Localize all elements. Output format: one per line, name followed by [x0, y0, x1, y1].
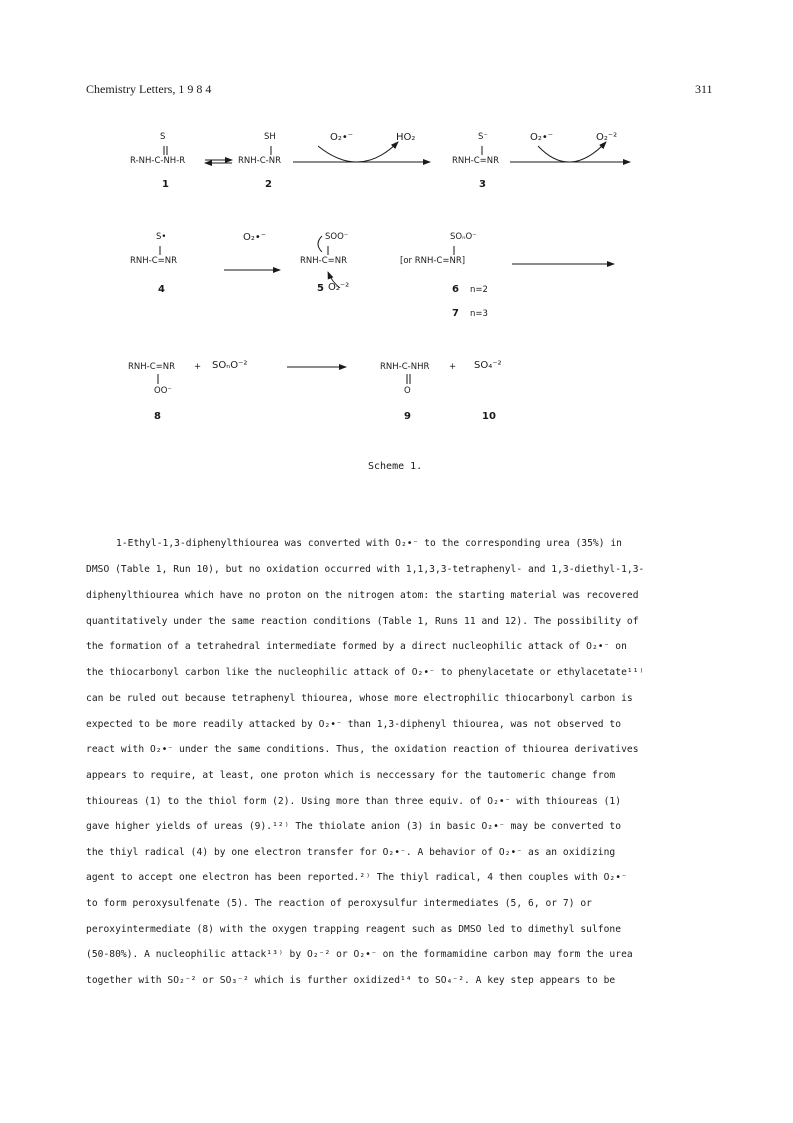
- body-line: gave higher yields of ureas (9).¹²⁾ The thiolate anion (3) in basic O₂•⁻ may be converted to: [86, 821, 622, 832]
- body-line: the thiocarbonyl carbon like the nucleophilic attack of O₂•⁻ to phenylacetate or ethylacetate¹¹⁾: [86, 667, 645, 678]
- plus-sign: +: [449, 362, 457, 372]
- thiyl-formula: RNH-C=NR: [130, 256, 178, 266]
- thiol-formula: RNH-C-NR: [238, 156, 281, 166]
- compound-number-3: 3: [479, 179, 486, 190]
- compound-number-5: 5: [317, 283, 324, 294]
- sulfur-atom-label: S: [160, 132, 166, 142]
- peroxide-dianion-label: O₂⁻²: [596, 132, 618, 143]
- compound-number-8: 8: [154, 411, 161, 422]
- peroxide-dianion-label: O₂⁻²: [328, 282, 350, 293]
- body-line: peroxyintermediate (8) with the oxygen trapping reagent such as DMSO led to dimethyl sulfone: [86, 924, 622, 935]
- carbonyl-o-label: O: [404, 386, 411, 396]
- body-line: the formation of a tetrahedral intermediate formed by a direct nucleophilic attack of O₂•⁻ on: [86, 641, 627, 652]
- journal-header: Chemistry Letters, 1 9 8 4: [86, 82, 212, 96]
- body-line: thioureas (1) to the thiol form (2). Using more than three equiv. of O₂•⁻ with thioureas (1): [86, 796, 622, 807]
- scheme-caption: Scheme 1.: [368, 461, 423, 472]
- thiolate-s-label: S⁻: [478, 132, 488, 142]
- compound-number-2: 2: [265, 179, 272, 190]
- page-number: 311: [695, 82, 713, 96]
- body-line: DMSO (Table 1, Run 10), but no oxidation occurred with 1,1,3,3-tetraphenyl- and 1,3-diethyl-1,3-: [86, 564, 645, 575]
- compound-number-9: 9: [404, 411, 411, 422]
- body-line: (50-80%). A nucleophilic attack¹³⁾ by O₂⁻² or O₂•⁻ on the formamidine carbon may form the urea: [86, 949, 633, 960]
- soo-group-label: SOO⁻: [325, 232, 349, 242]
- thiolate-formula: RNH-C=NR: [452, 156, 500, 166]
- sh-group-label: SH: [264, 132, 276, 142]
- sulfur-oxyanion-label: SOₙO⁻²: [212, 360, 248, 371]
- superoxide-reagent-label: O₂•⁻: [530, 132, 554, 143]
- body-line: to form peroxysulfenate (5). The reaction of peroxysulfur intermediates (5, 6, or 7) or: [86, 898, 592, 909]
- body-line: quantitatively under the same reaction conditions (Table 1, Runs 11 and 12). The possibility of: [86, 616, 639, 627]
- curved-electron-arrow: [318, 236, 322, 252]
- sulfinate-group-label: SOₙO⁻: [450, 232, 477, 242]
- body-line: appears to require, at least, one proton which is neccessary for the tautomeric change from: [86, 770, 616, 781]
- thiourea-formula: R-NH-C-NH-R: [130, 156, 186, 166]
- superoxide-reagent-label: O₂•⁻: [330, 132, 354, 143]
- sulfate-label: SO₄⁻²: [474, 360, 502, 371]
- body-line: 1-Ethyl-1,3-diphenylthiourea was converted with O₂•⁻ to the corresponding urea (35%) in: [116, 538, 622, 549]
- compound-number-7: 7: [452, 308, 459, 319]
- body-line: expected to be more readily attacked by O₂•⁻ than 1,3-diphenyl thiourea, was not observed to: [86, 719, 622, 730]
- peroxy-oo-label: OO⁻: [154, 386, 172, 396]
- compound-number-10: 10: [482, 411, 496, 422]
- plus-sign: +: [194, 362, 202, 372]
- urea-formula: RNH-C-NHR: [380, 362, 430, 372]
- peroxysulfenate-formula: RNH-C=NR: [300, 256, 348, 266]
- body-line: agent to accept one electron has been reported.²⁾ The thiyl radical, 4 then couples with O₂•⁻: [86, 872, 627, 883]
- compound-number-4: 4: [158, 284, 165, 295]
- curved-arrow-2: [538, 142, 606, 162]
- body-line: can be ruled out because tetraphenyl thiourea, whose more electrophilic thiocarbonyl carbon is: [86, 693, 633, 704]
- n-value-6: n=2: [470, 285, 488, 295]
- hydroperoxyl-label: HO₂: [396, 132, 416, 143]
- peroxyintermediate-formula: RNH-C=NR: [128, 362, 176, 372]
- body-line: the thiyl radical (4) by one electron transfer for O₂•⁻. A behavior of O₂•⁻ as an oxidizing: [86, 847, 616, 858]
- bracket-alternative-formula: [or RNH-C=NR]: [400, 256, 466, 266]
- compound-number-1: 1: [162, 179, 169, 190]
- body-line: react with O₂•⁻ under the same conditions. Thus, the oxidation reaction of thiourea derivatives: [86, 744, 639, 755]
- superoxide-reagent-label: O₂•⁻: [243, 232, 267, 243]
- body-line: together with SO₂⁻² or SO₃⁻² which is further oxidized¹⁴ to SO₄⁻². A key step appears to be: [86, 975, 616, 986]
- compound-number-6: 6: [452, 284, 459, 295]
- n-value-7: n=3: [470, 309, 488, 319]
- thiyl-s-label: S•: [156, 232, 167, 242]
- curved-arrow-1: [318, 142, 398, 162]
- body-line: diphenylthiourea which have no proton on the nitrogen atom: the starting material was recovered: [86, 590, 639, 601]
